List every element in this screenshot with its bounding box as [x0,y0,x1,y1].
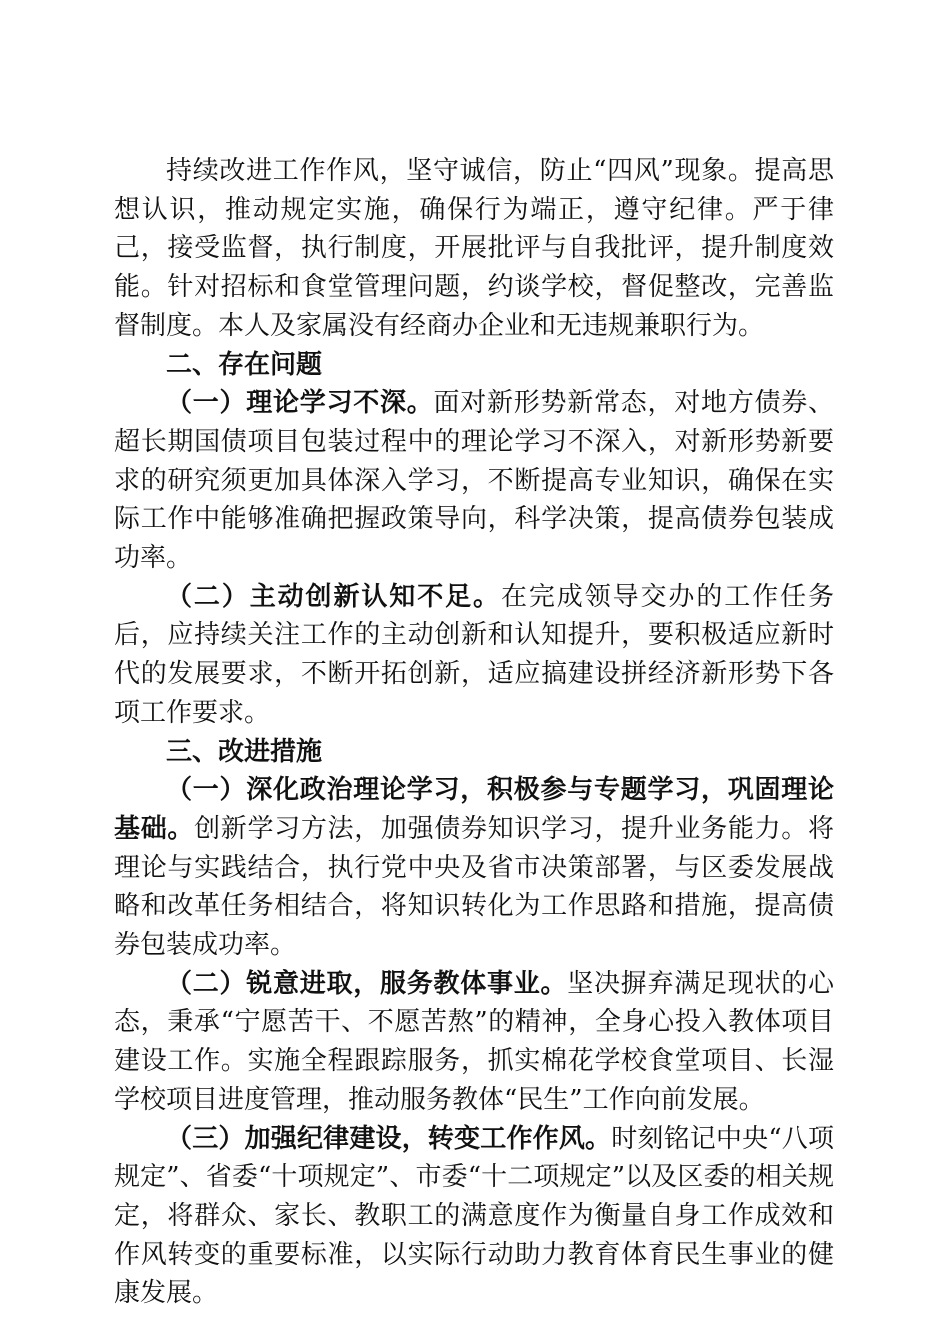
subheading: （一）理论学习不深。 [166,388,434,419]
paragraph-discipline [114,152,834,346]
paragraph-measure-2 [114,965,834,1120]
heading-text: 三、改进措施 [166,736,323,767]
paragraph-text: 坚决摒弃满足现状的心态，秉承“宁愿苦干、不愿苦熬”的精神，全身心投入教体项目建设工作。实施全程跟踪服务，抓实棉花学校食堂项目、长湿学校项目进度管理，推动服务教体“民生”工作向前发展。 [114,968,834,1115]
paragraph-text: 面对新形势新常态，对地方债券、超长期国债项目包装过程中的理论学习不深入，对新形势新要求的研究须更加具体深入学习，不断提高专业知识，确保在实际工作中能够准确把握政策导向，科学决策，提高债券包装成功率。 [114,388,834,574]
paragraph-problem-1 [114,384,834,578]
paragraph-text: 持续改进工作作风，坚守诚信，防止“四风”现象。提高思想认识，推动规定实施，确保行为端正，遵守纪律。严于律己，接受监督，执行制度，开展批评与自我批评，提升制度效能。针对招标和食堂管理问题，约谈学校，督促整改，完善监督制度。本人及家属没有经商办企业和无违规兼职行为。 [114,156,834,341]
paragraph-measure-1 [114,771,834,965]
heading-text: 二、存在问题 [166,349,323,380]
subheading: （一）深化政治理论学习，积极参与专题学习，巩固理论基础。 [114,775,834,844]
paragraph-text: 在完成领导交办的工作任务后，应持续关注工作的主动创新和认知提升，要积极适应新时代的发展要求，不断开拓创新，适应搞建设拼经济新形势下各项工作要求。 [114,581,834,728]
paragraph-problem-2 [114,578,834,733]
subheading: （二）主动创新认知不足。 [166,581,501,612]
section-heading-problems [114,346,834,385]
paragraph-text: 创新学习方法，加强债券知识学习，提升业务能力。将理论与实践结合，执行党中央及省市决策部署，与区委发展战略和改革任务相结合，将知识转化为工作思路和措施，提高债券包装成功率。 [114,813,834,961]
paragraph-text: 时刻铭记中央“八项规定”、省委“十项规定”、市委“十二项规定”以及区委的相关规定，将群众、家长、教职工的满意度作为衡量自身工作成效和作风转变的重要标准，以实际行动助力教育体育民生事业的健康发展。 [114,1123,834,1309]
subheading: （二）锐意进取，服务教体事业。 [166,968,568,999]
section-heading-measures [114,733,834,772]
document-body [114,152,834,1313]
paragraph-measure-3 [114,1120,834,1314]
subheading: （三）加强纪律建设，转变工作作风。 [166,1123,612,1154]
